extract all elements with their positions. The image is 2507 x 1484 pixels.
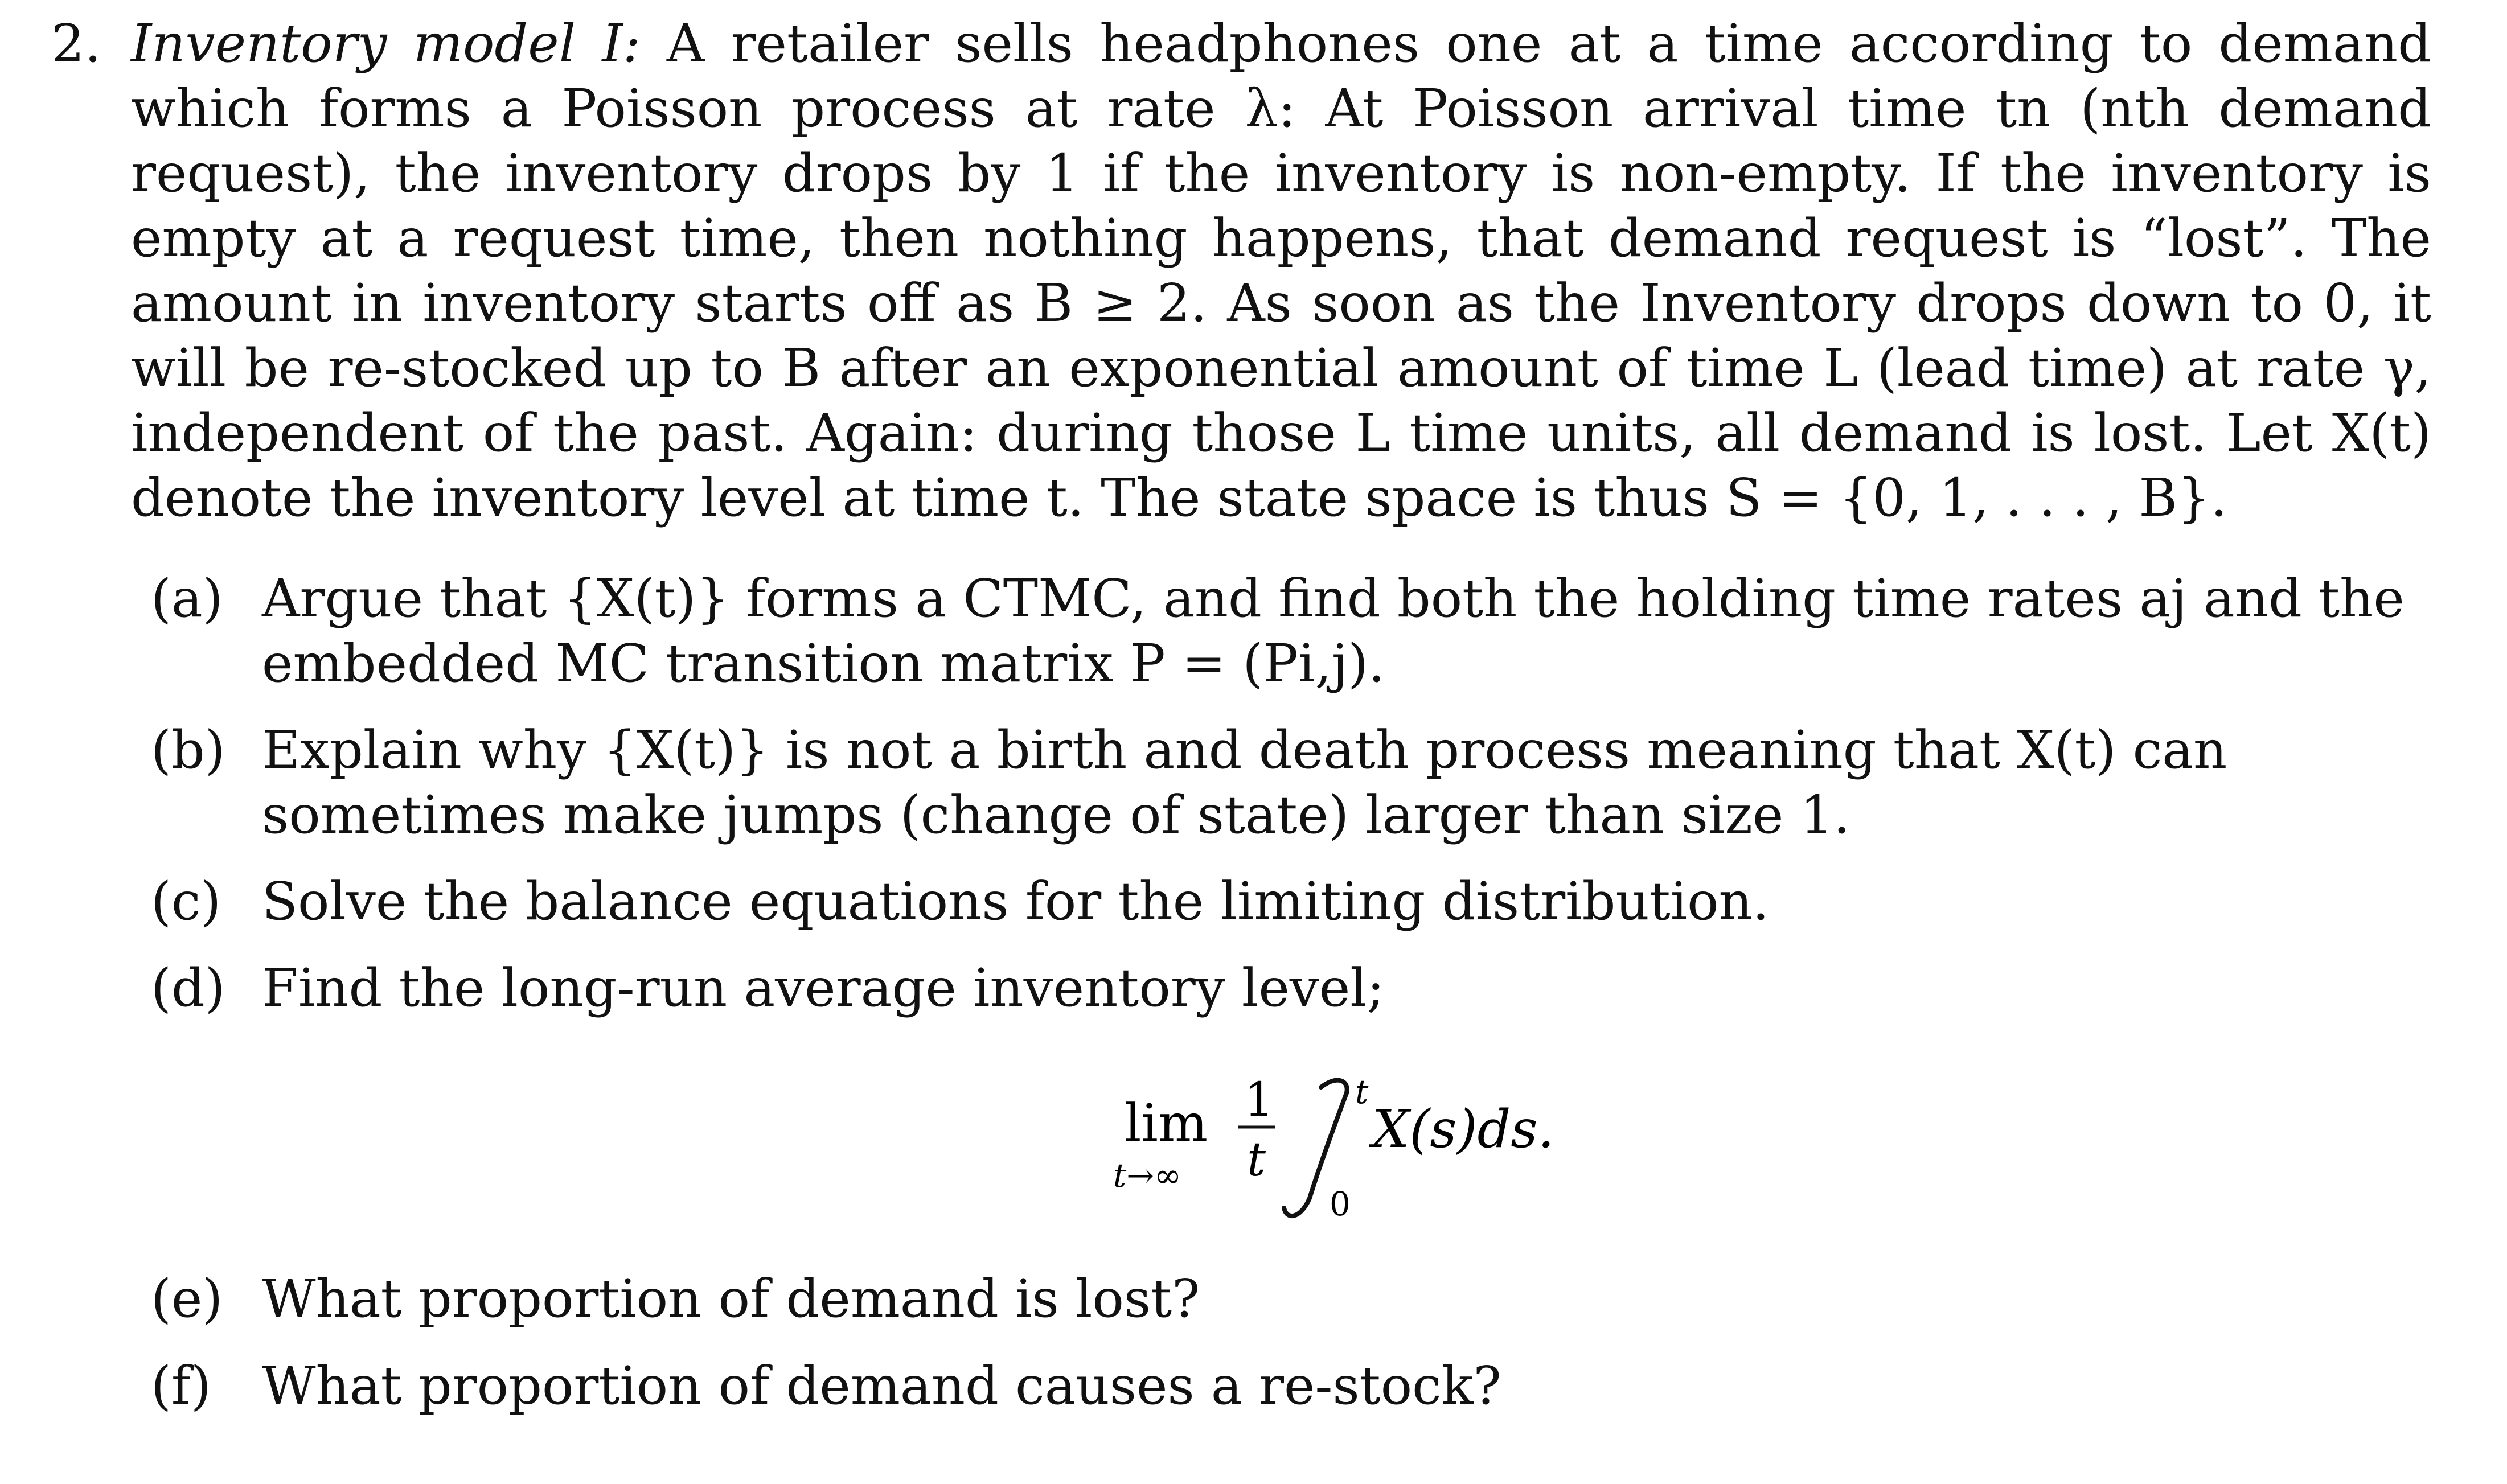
formula-fraction-denominator: t <box>1247 1133 1266 1187</box>
part-e <box>151 1267 2431 1353</box>
formula-lim-subscript: t→∞ <box>1113 1156 1182 1195</box>
part-d-text: Find the long-run average inventory level; <box>262 957 1385 1018</box>
part-a-label: (a) <box>151 568 223 629</box>
formula-lim: lim <box>1125 1093 1208 1154</box>
part-b <box>151 718 2431 848</box>
part-b-label: (b) <box>151 720 225 780</box>
part-c-label: (c) <box>151 871 221 932</box>
part-e-label: (e) <box>151 1268 223 1329</box>
display-formula <box>1113 1076 1626 1224</box>
problem-body <box>131 11 2431 531</box>
part-d <box>151 956 2431 1021</box>
formula-integral-upper-limit: t <box>1355 1076 1369 1111</box>
part-e-text: What proportion of demand is lost? <box>262 1268 1200 1329</box>
part-b-text: Explain why {X(t)} is not a birth and death process meaning that X(t) can sometimes make jumps (change of state) larger than size 1. <box>262 720 2227 845</box>
problem-2-statement <box>51 11 2431 531</box>
part-a <box>151 566 2431 696</box>
part-f-text: What proportion of demand causes a re-stock? <box>262 1355 1501 1416</box>
formula-integrand: X(s)ds. <box>1372 1099 1554 1160</box>
problem-number: 2. <box>51 13 101 74</box>
part-c-text: Solve the balance equations for the limiting distribution. <box>262 871 1770 932</box>
problem-title: Inventory model I: <box>131 13 641 74</box>
part-d-label: (d) <box>151 957 225 1018</box>
problem-body-text: A retailer sells headphones one at a time according to demand which forms a Poisson process at rate λ: At Poisson arrival time tn (nth demand request), the inventory drops by 1 if the inventory is non-empty. If the inventory is empty at a request time, then nothing happens, that demand request is “lost”. The amount in inventory starts off as B ≥ 2. As soon as the Inventory drops down to 0, it will be re-stocked up to B after an exponential amount of time L (lead time) at rate γ, independent of the past. Again: during those L time units, all demand is lost. Let X(t) denote the inventory level at time t. The state space is thus S = {0, 1, . . . , B}. <box>131 13 2431 528</box>
formula-integral-lower-limit: 0 <box>1330 1185 1351 1223</box>
problem-text <box>131 13 2431 528</box>
part-f <box>151 1354 2431 1440</box>
part-e-row <box>151 1267 2431 1331</box>
part-f-label: (f) <box>151 1355 211 1416</box>
part-a-text: Argue that {X(t)} forms a CTMC, and find both the holding time rates aj and the embedded MC transition matrix P = (Pi,j). <box>262 568 2405 694</box>
part-f-row <box>151 1354 2431 1419</box>
long-run-average-formula <box>1113 1076 1626 1224</box>
problem-parts-a-to-d <box>151 566 2431 1042</box>
part-c <box>151 869 2431 934</box>
formula-fraction-numerator: 1 <box>1244 1076 1274 1127</box>
